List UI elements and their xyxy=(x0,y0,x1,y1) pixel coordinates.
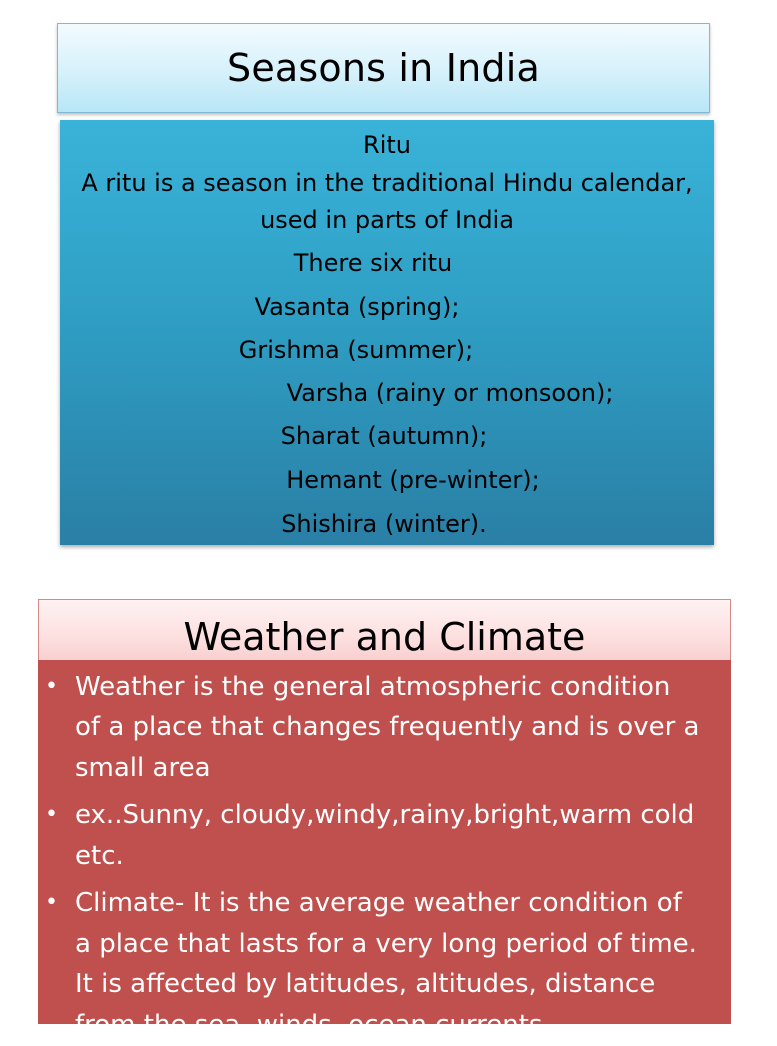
bullet-line: ex..Sunny, cloudy,windy,rainy,bright,warm cold xyxy=(75,800,695,830)
slide2-title: Weather and Climate xyxy=(183,615,586,659)
season-grishma: Grishma (summer); xyxy=(238,336,474,364)
bullet-point-icon: • xyxy=(45,890,58,915)
season-sharat: Sharat (autumn); xyxy=(280,422,488,450)
bullet-point-icon: • xyxy=(45,674,58,699)
slide2-content-box xyxy=(38,660,731,1040)
bullet-line: It is affected by latitudes, altitudes, distance xyxy=(75,969,656,999)
bullet-line: from the sea, winds, ocean currents xyxy=(75,1010,543,1040)
season-shishira: Shishira (winter). xyxy=(281,510,487,538)
season-varsha: Varsha (rainy or monsoon); xyxy=(286,379,614,407)
season-vasanta: Vasanta (spring); xyxy=(254,293,460,321)
ritu-definition-line-2: used in parts of India xyxy=(260,206,514,234)
ritu-count-line: There six ritu xyxy=(293,249,453,277)
bullet-line: a place that lasts for a very long period of time. xyxy=(75,929,697,959)
bullet-line: Weather is the general atmospheric condition xyxy=(75,672,671,702)
bullet-line: etc. xyxy=(75,841,124,871)
season-hemant: Hemant (pre-winter); xyxy=(286,466,540,494)
bullet-line: of a place that changes frequently and is over a xyxy=(75,712,700,742)
ritu-definition-line-1: A ritu is a season in the traditional Hindu calendar, xyxy=(81,169,693,197)
slide1-title-box xyxy=(57,23,710,113)
slide1-title: Seasons in India xyxy=(227,46,540,90)
bullet-point-icon: • xyxy=(45,802,58,827)
bullet-line: small area xyxy=(75,753,211,783)
slide1-content-box xyxy=(60,120,714,545)
bullet-line: Climate- It is the average weather condition of xyxy=(75,888,682,918)
ritu-heading: Ritu xyxy=(363,131,411,159)
slide2-title-box xyxy=(38,599,731,661)
